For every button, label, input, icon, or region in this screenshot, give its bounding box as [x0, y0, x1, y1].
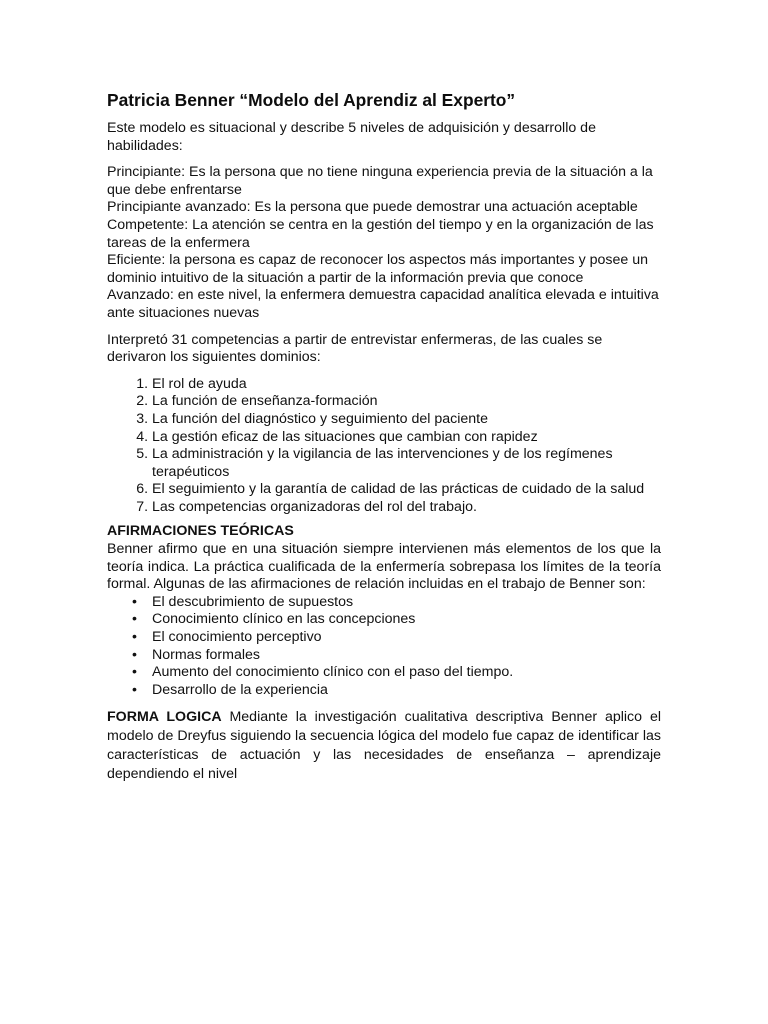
bullet-icon: •: [132, 593, 137, 610]
domain-item: 1. El rol de ayuda: [152, 376, 661, 394]
list-item: [132, 593, 661, 612]
bullet-icon: •: [132, 646, 137, 663]
domain-item: 4. La gestión eficaz de las situaciones que cambian con rapidez: [152, 429, 661, 447]
list-item-text: Conocimiento clínico en las concepciones: [152, 611, 416, 628]
bullet-icon: •: [132, 629, 137, 646]
forma-logica-paragraph: [107, 708, 661, 784]
afirmaciones-list: [107, 594, 661, 700]
forma-logica-heading: FORMA LOGICA: [107, 709, 222, 726]
list-item: [132, 611, 661, 629]
domain-item: 7. Las competencias organizadoras del rol del trabajo.: [152, 499, 661, 517]
bullet-icon: •: [132, 681, 137, 698]
level-avanzado: Avanzado: en este nivel, la enfermera demuestra capacidad analítica elevada e intuitiva ante situaciones nuevas: [107, 287, 659, 321]
list-item: [132, 681, 661, 700]
document-page: [107, 89, 661, 784]
level-principiante-avanzado: Principiante avanzado: Es la persona que puede demostrar una actuación aceptable: [107, 199, 638, 216]
list-item-text: El conocimiento perceptivo: [152, 629, 322, 646]
list-item-text: Aumento del conocimiento clínico con el paso del tiempo.: [152, 664, 514, 681]
domains-list: [107, 376, 661, 517]
intro-paragraph: Este modelo es situacional y describe 5 niveles de adquisición y desarrollo de habilidades:: [107, 120, 596, 154]
list-item: [132, 664, 661, 682]
afirmaciones-paragraph: Benner afirmo que en una situación siempre intervienen más elementos de los que la teoría indica. La práctica cualificada de la enfermería sobrepasa los límites de la teoría formal. Algunas de las afirmaciones de relación incluidas en el trabajo de Benner son:: [107, 541, 661, 593]
list-item: [132, 629, 661, 647]
forma-logica-text: Mediante la investigación cualitativa descriptiva Benner aplico el modelo de Dreyfus siguiendo la secuencia lógica del modelo fue capaz de identificar las características de actuación y las necesidades de enseñanza – aprendizaje dependiendo el nivel: [107, 709, 661, 783]
bullet-icon: •: [132, 611, 137, 628]
domain-item: 5. La administración y la vigilancia de las intervenciones y de los regímenes terapéuticos: [152, 446, 661, 481]
domain-item: 3. La función del diagnóstico y seguimiento del paciente: [152, 411, 661, 429]
levels-block: [107, 164, 661, 322]
domain-item: 6. El seguimiento y la garantía de calidad de las prácticas de cuidado de la salud: [152, 481, 661, 499]
list-item-text: Normas formales: [152, 646, 261, 663]
domain-item: 2. La función de enseñanza-formación: [152, 393, 661, 411]
list-item-text: Desarrollo de la experiencia: [152, 681, 328, 698]
level-principiante: Principiante: Es la persona que no tiene ninguna experiencia previa de la situación a la que debe enfrentarse: [107, 164, 653, 198]
competencias-paragraph: Interpretó 31 competencias a partir de entrevistar enfermeras, de las cuales se derivaron los siguientes dominios:: [107, 331, 603, 366]
level-eficiente: Eficiente: la persona es capaz de reconocer los aspectos más importantes y posee un dominio intuitivo de la situación a partir de la información previa que conoce: [107, 252, 649, 286]
list-item-text: El descubrimiento de supuestos: [152, 593, 354, 610]
afirmaciones-heading: AFIRMACIONES TEÓRICAS: [107, 523, 294, 540]
level-competente: Competente: La atención se centra en la gestión del tiempo y en la organización de las tareas de la enfermera: [107, 216, 654, 251]
list-item: [132, 646, 661, 665]
document-title: Patricia Benner “Modelo del Aprendiz al Experto”: [107, 90, 516, 110]
bullet-icon: •: [132, 664, 137, 681]
